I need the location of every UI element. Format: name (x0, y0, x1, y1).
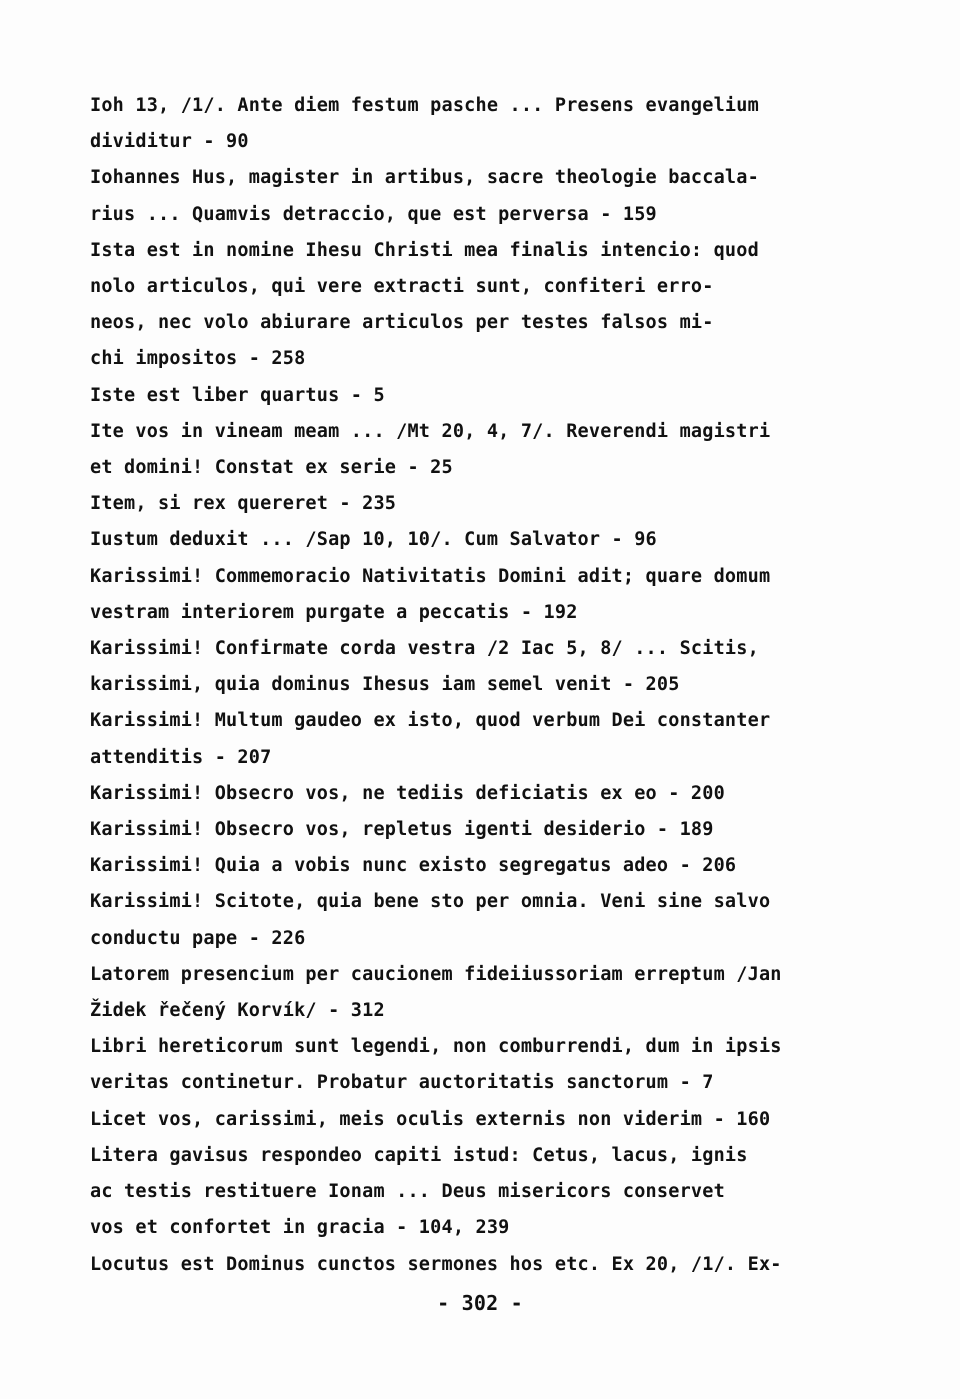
index-entry (90, 1138, 860, 1247)
entry-line: Karissimi! Commemoracio Nativitatis Domini adit; quare domum (90, 565, 771, 587)
index-entry (90, 957, 860, 1029)
entry-line: vos et confortet in gracia - 104, 239 (90, 1217, 510, 1239)
page-number: - 302 - (437, 1291, 523, 1315)
entry-line: Item, si rex quereret - 235 (90, 493, 397, 515)
entry-line: Židek řečený Korvík/ - 312 (90, 1000, 385, 1022)
entry-line: Ioh 13, /1/. Ante diem festum pasche ... Presens evangelium (90, 95, 759, 116)
index-entry (90, 559, 860, 631)
entry-line: Karissimi! Confirmate corda vestra /2 Iac 5, 8/ ... Scitis, (90, 638, 759, 660)
entry-line: Iustum deduxit ... /Sap 10, 10/. Cum Salvator - 96 (90, 529, 657, 551)
index-entry (90, 1247, 860, 1283)
index-entry (90, 486, 860, 522)
index-entry (90, 233, 860, 378)
entry-line: Karissimi! Quia a vobis nunc existo segregatus adeo - 206 (90, 855, 737, 877)
index-entry (90, 88, 860, 160)
entry-line: Latorem presencium per caucionem fideiiussoriam erreptum /Jan (90, 963, 782, 985)
entry-line: Locutus est Dominus cunctos sermones hos etc. Ex 20, /1/. Ex- (90, 1253, 782, 1275)
index-entry (90, 160, 860, 232)
index-entry (90, 703, 860, 775)
entry-line: ac testis restituere Ionam ... Deus misericors conservet (90, 1181, 725, 1203)
index-entry (90, 776, 860, 812)
entry-line: neos, nec volo abiurare articulos per testes falsos mi- (90, 312, 714, 334)
entry-line: Karissimi! Obsecro vos, ne tediis deficiatis ex eo - 200 (90, 782, 725, 804)
entry-line: Ite vos in vineam meam ... /Mt 20, 4, 7/. Reverendi magistri (90, 420, 771, 442)
entry-line: conductu pape - 226 (90, 927, 306, 949)
entry-line: nolo articulos, qui vere extracti sunt, confiteri erro- (90, 276, 714, 298)
entry-line: dividitur - 90 (90, 131, 249, 153)
index-entry (90, 1029, 860, 1101)
entry-line: Karissimi! Scitote, quia bene sto per omnia. Veni sine salvo (90, 891, 771, 913)
entry-line: karissimi, quia dominus Ihesus iam semel venit - 205 (90, 674, 680, 696)
index-entries (90, 88, 860, 1283)
entry-line: vestram interiorem purgate a peccatis - 192 (90, 601, 578, 623)
index-entry (90, 378, 860, 414)
entry-line: chi impositos - 258 (90, 348, 306, 370)
entry-line: Karissimi! Multum gaudeo ex isto, quod verbum Dei constanter (90, 710, 771, 732)
index-entry (90, 414, 860, 486)
entry-line: Ista est in nomine Ihesu Christi mea finalis intencio: quod (90, 239, 759, 261)
index-entry (90, 1102, 860, 1138)
index-entry (90, 812, 860, 848)
entry-line: rius ... Quamvis detraccio, que est perversa - 159 (90, 203, 657, 225)
entry-line: Litera gavisus respondeo capiti istud: Cetus, lacus, ignis (90, 1144, 748, 1166)
index-entry (90, 848, 860, 884)
index-entry (90, 884, 860, 956)
entry-line: Iohannes Hus, magister in artibus, sacre theologie baccala- (90, 167, 759, 189)
index-entry (90, 522, 860, 558)
entry-line: Licet vos, carissimi, meis oculis externis non viderim - 160 (90, 1108, 771, 1130)
entry-line: veritas continetur. Probatur auctoritatis sanctorum - 7 (90, 1072, 714, 1094)
index-entry (90, 631, 860, 703)
entry-line: Iste est liber quartus - 5 (90, 384, 385, 406)
entry-line: Libri hereticorum sunt legendi, non comburrendi, dum in ipsis (90, 1036, 782, 1058)
entry-line: Karissimi! Obsecro vos, repletus igenti desiderio - 189 (90, 819, 714, 841)
entry-line: attenditis - 207 (90, 746, 272, 768)
entry-line: et domini! Constat ex serie - 25 (90, 457, 453, 479)
